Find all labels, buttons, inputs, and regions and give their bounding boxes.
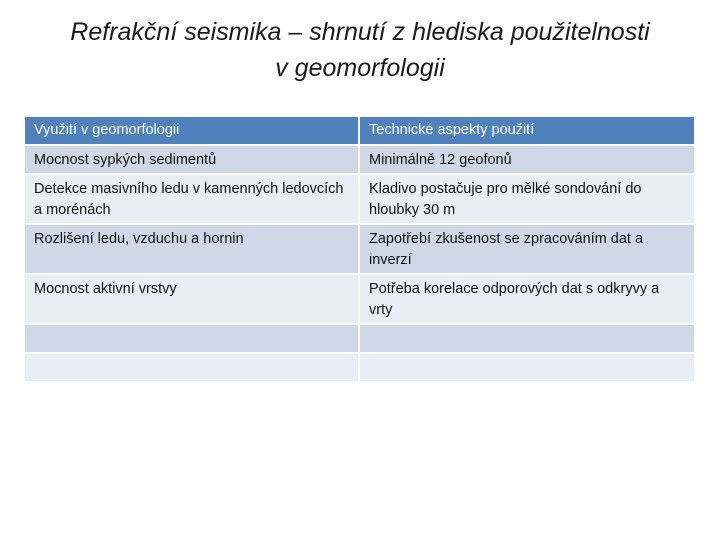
table-row (25, 274, 694, 324)
table-cell-empty (359, 353, 694, 382)
summary-table (25, 117, 694, 383)
column-header-usage: Využití v geomorfologii (25, 117, 359, 145)
table-cell-empty (359, 324, 694, 353)
table-header-row (25, 117, 694, 145)
slide-title (20, 14, 700, 86)
table-cell-technical: Potřeba korelace odporových dat s odkryvy a vrty (359, 274, 694, 324)
column-header-technical-aspects: Technické aspekty použití (359, 117, 694, 145)
table-cell-empty (25, 324, 359, 353)
table-row (25, 174, 694, 224)
table-cell-technical: Minimálně 12 geofonů (359, 145, 694, 174)
table-cell-empty (25, 353, 359, 382)
table-cell-usage: Mocnost aktivní vrstvy (25, 274, 359, 324)
table-cell-technical: Zapotřebí zkušenost se zpracováním dat a inverzí (359, 224, 694, 274)
table-cell-usage: Detekce masivního ledu v kamenných ledovcích a morénách (25, 174, 359, 224)
table-row (25, 224, 694, 274)
table-cell-usage: Rozlišení ledu, vzduchu a hornin (25, 224, 359, 274)
table-row (25, 145, 694, 174)
table-row-empty (25, 353, 694, 382)
slide-title-line-2: v geomorfologii (275, 54, 445, 82)
table-row-empty (25, 324, 694, 353)
table-cell-usage: Mocnost sypkých sedimentů (25, 145, 359, 174)
slide-title-line-1: Refrakční seismika – shrnutí z hlediska použitelnosti (70, 18, 650, 46)
table-cell-technical: Kladivo postačuje pro mělké sondování do hloubky 30 m (359, 174, 694, 224)
